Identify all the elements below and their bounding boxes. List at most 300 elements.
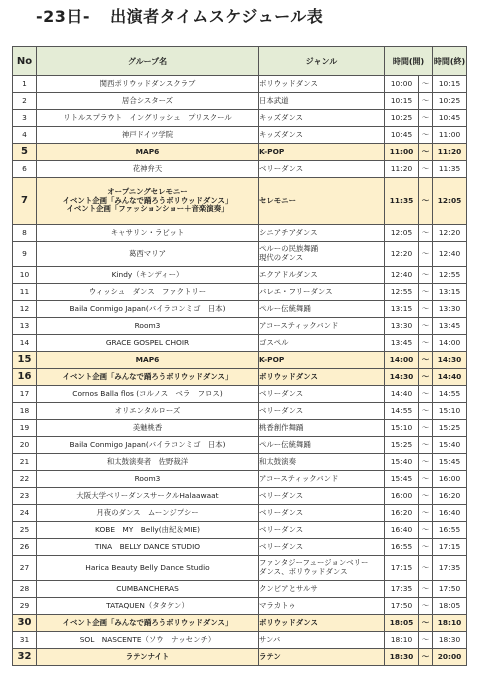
table-row	[13, 178, 467, 225]
end-time-text: 16:40	[438, 507, 461, 517]
row-number-text: 11	[19, 286, 30, 296]
group-name-text: 大阪大学ベリーダンスサークルHalaawaat	[76, 490, 219, 500]
genre-text: ゴスペル	[259, 337, 289, 347]
group-name-text: イベント企画「ファッションショー＋音楽演奏」	[66, 204, 229, 214]
genre-text: 桃香創作舞踊	[259, 422, 304, 432]
genre	[259, 369, 385, 386]
group-name	[37, 178, 259, 225]
time-separator-text: ～	[421, 524, 430, 534]
genre-text: ベリーダンス	[259, 388, 304, 398]
end-time	[433, 386, 467, 403]
end-time	[433, 403, 467, 420]
group-name	[37, 522, 259, 539]
time-separator-text: ～	[421, 473, 430, 483]
start-time-text: 12:05	[390, 227, 413, 237]
table-row	[13, 632, 467, 649]
group-name	[37, 267, 259, 284]
end-time-text: 14:40	[437, 371, 462, 381]
group-name-text: GRACE GOSPEL CHOIR	[105, 337, 190, 347]
genre-text: セレモニー	[259, 195, 296, 205]
time-separator	[419, 318, 433, 335]
group-name	[37, 454, 259, 471]
group-name-text: イベント企画「みんなで踊ろうボリウッドダンス」	[62, 371, 233, 381]
end-time-text: 11:00	[438, 129, 461, 139]
row-number	[13, 301, 37, 318]
end-time	[433, 505, 467, 522]
row-number-text: 10	[19, 269, 30, 279]
col-no-header: No	[13, 47, 37, 76]
table-row	[13, 225, 467, 242]
genre-text: ファンタジーフュージョンベリー	[259, 558, 369, 568]
start-time	[385, 352, 419, 369]
genre-text: クンビアとサルサ	[259, 583, 318, 593]
row-number-text: 9	[22, 248, 27, 258]
genre	[259, 110, 385, 127]
end-time	[433, 93, 467, 110]
time-separator	[419, 267, 433, 284]
genre	[259, 632, 385, 649]
time-separator-text: ～	[421, 388, 430, 398]
end-time	[433, 352, 467, 369]
row-number-text: 2	[22, 95, 27, 105]
genre	[259, 522, 385, 539]
time-separator	[419, 161, 433, 178]
table-row	[13, 403, 467, 420]
genre	[259, 335, 385, 352]
end-time	[433, 556, 467, 581]
start-time-text: 17:50	[390, 600, 413, 610]
table-row	[13, 420, 467, 437]
row-number	[13, 352, 37, 369]
table-row	[13, 318, 467, 335]
start-time-text: 17:15	[390, 562, 413, 572]
genre-text: キッズダンス	[259, 129, 304, 139]
genre	[259, 649, 385, 666]
time-separator	[419, 471, 433, 488]
start-time	[385, 369, 419, 386]
end-time-text: 18:30	[438, 634, 461, 644]
row-number-text: 17	[19, 388, 30, 398]
genre	[259, 556, 385, 581]
row-number-text: 1	[22, 78, 27, 88]
time-separator-text: ～	[421, 490, 430, 500]
start-time-text: 15:40	[390, 456, 413, 466]
time-separator	[419, 556, 433, 581]
group-name	[37, 335, 259, 352]
start-time	[385, 335, 419, 352]
time-separator	[419, 403, 433, 420]
group-name	[37, 127, 259, 144]
time-separator	[419, 437, 433, 454]
group-name	[37, 318, 259, 335]
row-number	[13, 161, 37, 178]
row-number	[13, 632, 37, 649]
end-time	[433, 471, 467, 488]
row-number	[13, 539, 37, 556]
start-time	[385, 161, 419, 178]
row-number-text: 21	[19, 456, 30, 466]
genre	[259, 178, 385, 225]
group-name-text: イベント企画「みんなで踊ろうボリウッドダンス」	[62, 195, 233, 205]
row-number-text: 28	[19, 583, 30, 593]
table-row	[13, 335, 467, 352]
genre	[259, 471, 385, 488]
genre	[259, 76, 385, 93]
end-time-text: 20:00	[437, 651, 462, 661]
row-number-text: 23	[19, 490, 30, 500]
group-name	[37, 581, 259, 598]
time-separator-text: ～	[421, 422, 430, 432]
row-number-text: 25	[19, 524, 30, 534]
end-time-text: 17:50	[438, 583, 461, 593]
time-separator	[419, 144, 433, 161]
start-time-text: 15:10	[390, 422, 413, 432]
start-time	[385, 505, 419, 522]
start-time	[385, 556, 419, 581]
genre-text: エクアドルダンス	[259, 269, 318, 279]
time-separator	[419, 301, 433, 318]
time-separator-text: ～	[421, 456, 430, 466]
col-genre-header: ジャンル	[259, 47, 385, 76]
row-number-text: 13	[19, 320, 30, 330]
group-name	[37, 488, 259, 505]
start-time	[385, 386, 419, 403]
end-time	[433, 615, 467, 632]
row-number	[13, 76, 37, 93]
table-row	[13, 488, 467, 505]
group-name-text: Baila Conmigo Japan(バイラコンミゴ 日本)	[69, 303, 226, 313]
group-name-text: ラテンナイト	[125, 651, 170, 661]
start-time-text: 15:45	[390, 473, 413, 483]
group-name-text: Harica Beauty Belly Dance Studio	[85, 562, 210, 572]
row-number	[13, 420, 37, 437]
end-time-text: 11:35	[438, 163, 461, 173]
end-time	[433, 632, 467, 649]
start-time-text: 16:20	[390, 507, 413, 517]
end-time	[433, 127, 467, 144]
table-row	[13, 110, 467, 127]
start-time	[385, 301, 419, 318]
start-time-text: 18:05	[389, 617, 414, 627]
genre-text: ベリーダンス	[259, 490, 304, 500]
genre	[259, 225, 385, 242]
end-time-text: 16:00	[438, 473, 461, 483]
row-number-text: 7	[21, 194, 28, 206]
group-name	[37, 369, 259, 386]
time-separator-text: ～	[421, 129, 430, 139]
group-name-text: 関西ポリウッドダンスクラブ	[99, 78, 196, 88]
group-name-text: ウィッシュ ダンス ファクトリー	[88, 286, 207, 296]
table-row	[13, 76, 467, 93]
row-number-text: 30	[17, 616, 32, 628]
time-separator	[419, 178, 433, 225]
row-number	[13, 581, 37, 598]
group-name-text: キャサリン・ラビット	[110, 227, 185, 237]
group-name-text: TINA BELLY DANCE STUDIO	[94, 541, 201, 551]
genre-text: ボリウッドダンス	[259, 617, 318, 627]
genre-text: サンバ	[259, 634, 281, 644]
row-number	[13, 522, 37, 539]
group-name	[37, 471, 259, 488]
table-row	[13, 581, 467, 598]
time-separator	[419, 386, 433, 403]
time-separator-text: ～	[421, 227, 430, 237]
group-name	[37, 632, 259, 649]
time-separator	[419, 110, 433, 127]
start-time	[385, 488, 419, 505]
start-time-text: 18:30	[389, 651, 414, 661]
genre-text: K-POP	[259, 146, 285, 156]
table-row	[13, 242, 467, 267]
end-time	[433, 110, 467, 127]
row-number-text: 4	[22, 129, 27, 139]
table-row	[13, 437, 467, 454]
time-separator	[419, 420, 433, 437]
genre-text: 日本武道	[259, 95, 289, 105]
group-name	[37, 649, 259, 666]
genre	[259, 161, 385, 178]
group-name-text: Room3	[134, 320, 161, 330]
time-separator	[419, 632, 433, 649]
time-separator-text: ～	[421, 600, 430, 610]
group-name-text: TATAQUEN（タタケン）	[106, 600, 189, 610]
genre-text: バレエ・フリーダンス	[259, 286, 333, 296]
end-time	[433, 581, 467, 598]
time-separator	[419, 369, 433, 386]
group-name	[37, 76, 259, 93]
end-time-text: 15:45	[438, 456, 461, 466]
table-row	[13, 352, 467, 369]
genre	[259, 488, 385, 505]
genre-text: ダンス、ボリウッドダンス	[259, 567, 348, 576]
time-separator-text: ～	[421, 371, 430, 381]
time-separator	[419, 615, 433, 632]
genre-text: K-POP	[259, 354, 285, 364]
row-number-text: 14	[19, 337, 30, 347]
group-name-text: オープニングセレモニー	[107, 187, 188, 197]
start-time-text: 12:40	[390, 269, 413, 279]
time-separator	[419, 284, 433, 301]
row-number	[13, 225, 37, 242]
genre	[259, 454, 385, 471]
genre	[259, 437, 385, 454]
end-time-text: 10:25	[438, 95, 461, 105]
group-name	[37, 301, 259, 318]
group-name	[37, 598, 259, 615]
start-time	[385, 581, 419, 598]
schedule-title: 出演者タイムスケジュール表	[110, 7, 324, 26]
start-time-text: 14:30	[389, 371, 414, 381]
start-time	[385, 403, 419, 420]
time-separator-text: ～	[421, 248, 430, 258]
row-number	[13, 335, 37, 352]
genre-text: シニアチアダンス	[259, 227, 318, 237]
end-time	[433, 598, 467, 615]
row-number	[13, 454, 37, 471]
genre-text: ボリウッドダンス	[259, 371, 318, 381]
group-name-text: 月夜のダンス ムーンジプシー	[96, 507, 199, 517]
time-separator-text: ～	[421, 112, 430, 122]
table-row	[13, 556, 467, 581]
day-label: -23日-	[36, 7, 91, 26]
time-separator-text: ～	[421, 163, 430, 173]
group-name	[37, 386, 259, 403]
start-time	[385, 454, 419, 471]
start-time	[385, 598, 419, 615]
time-separator-text: ～	[421, 269, 430, 279]
time-separator-text: ～	[421, 146, 430, 156]
start-time-text: 10:00	[390, 78, 413, 88]
group-name-text: 花神弁天	[132, 163, 163, 173]
end-time-text: 13:30	[438, 303, 461, 313]
start-time-text: 10:45	[390, 129, 413, 139]
end-time-text: 14:00	[438, 337, 461, 347]
start-time-text: 12:55	[390, 286, 413, 296]
end-time-text: 12:40	[438, 248, 461, 258]
genre-text: ベリーダンス	[259, 524, 304, 534]
start-time-text: 14:55	[390, 405, 413, 415]
genre-text: ベリーダンス	[259, 405, 304, 415]
time-separator	[419, 335, 433, 352]
time-separator-text: ～	[421, 634, 430, 644]
genre-text: 現代のダンス	[259, 253, 304, 262]
time-separator-text: ～	[421, 195, 430, 205]
genre	[259, 242, 385, 267]
start-time	[385, 225, 419, 242]
group-name-text: 美魅桃香	[132, 422, 163, 432]
table-row	[13, 127, 467, 144]
group-name	[37, 110, 259, 127]
start-time	[385, 632, 419, 649]
table-row	[13, 386, 467, 403]
group-name	[37, 93, 259, 110]
start-time	[385, 615, 419, 632]
end-time-text: 18:10	[437, 617, 462, 627]
genre-text: マラカトゥ	[259, 600, 296, 610]
end-time-text: 12:55	[438, 269, 461, 279]
group-name-text: KOBE MY Belly(由紀＆MIE)	[95, 524, 200, 534]
row-number	[13, 318, 37, 335]
end-time-text: 15:10	[438, 405, 461, 415]
end-time	[433, 144, 467, 161]
end-time	[433, 488, 467, 505]
end-time-text: 17:15	[438, 541, 461, 551]
table-row	[13, 267, 467, 284]
time-separator-text: ～	[421, 507, 430, 517]
end-time	[433, 369, 467, 386]
row-number	[13, 127, 37, 144]
row-number	[13, 386, 37, 403]
end-time-text: 18:05	[438, 600, 461, 610]
group-name-text: リトルスプラウト イングリッシュ プリスクール	[63, 112, 232, 122]
row-number	[13, 437, 37, 454]
genre-text: アコースティックバンド	[259, 320, 339, 330]
genre-text: ベリーダンス	[259, 507, 304, 517]
end-time	[433, 242, 467, 267]
genre-text: ペルー伝統舞踊	[259, 303, 311, 313]
group-name	[37, 615, 259, 632]
row-number	[13, 488, 37, 505]
genre	[259, 284, 385, 301]
row-number-text: 24	[19, 507, 30, 517]
row-number	[13, 242, 37, 267]
row-number-text: 5	[21, 145, 28, 157]
group-name-text: Baila Conmigo Japan(バイラコンミゴ 日本)	[69, 439, 226, 449]
genre	[259, 267, 385, 284]
genre-text: ペルー伝統舞踊	[259, 439, 311, 449]
group-name-text: MAP6	[135, 146, 160, 156]
end-time	[433, 437, 467, 454]
row-number-text: 12	[19, 303, 30, 313]
end-time-text: 13:15	[438, 286, 461, 296]
end-time	[433, 161, 467, 178]
group-name	[37, 420, 259, 437]
start-time-text: 14:00	[389, 354, 414, 364]
group-name	[37, 242, 259, 267]
genre	[259, 505, 385, 522]
group-name	[37, 539, 259, 556]
group-name	[37, 144, 259, 161]
row-number-text: 16	[17, 370, 32, 382]
time-separator-text: ～	[421, 95, 430, 105]
time-separator-text: ～	[421, 337, 430, 347]
start-time	[385, 437, 419, 454]
genre-text: ベリーダンス	[259, 541, 304, 551]
time-separator	[419, 598, 433, 615]
table-header-row	[13, 47, 467, 76]
group-name	[37, 556, 259, 581]
row-number-text: 18	[19, 405, 30, 415]
group-name-text: オリエンタルローズ	[114, 405, 181, 415]
group-name	[37, 352, 259, 369]
genre	[259, 301, 385, 318]
end-time	[433, 335, 467, 352]
end-time-text: 17:35	[438, 562, 461, 572]
start-time	[385, 649, 419, 666]
start-time	[385, 242, 419, 267]
group-name-text: Room3	[134, 473, 161, 483]
end-time-text: 14:55	[438, 388, 461, 398]
time-separator-text: ～	[421, 354, 430, 364]
time-separator-text: ～	[421, 303, 430, 313]
start-time	[385, 284, 419, 301]
row-number-text: 27	[19, 562, 30, 572]
table-row	[13, 615, 467, 632]
start-time	[385, 93, 419, 110]
time-separator	[419, 93, 433, 110]
row-number-text: 22	[19, 473, 30, 483]
group-name-text: CUMBANCHERAS	[116, 583, 179, 593]
start-time-text: 16:40	[390, 524, 413, 534]
col-group-header: グループ名	[37, 47, 259, 76]
start-time	[385, 127, 419, 144]
end-time-text: 15:25	[438, 422, 461, 432]
table-row	[13, 161, 467, 178]
start-time-text: 11:20	[390, 163, 413, 173]
end-time	[433, 267, 467, 284]
genre	[259, 598, 385, 615]
row-number	[13, 556, 37, 581]
group-name	[37, 403, 259, 420]
end-time-text: 14:30	[437, 354, 462, 364]
time-separator	[419, 127, 433, 144]
end-time	[433, 420, 467, 437]
genre	[259, 539, 385, 556]
schedule-table	[12, 46, 467, 666]
group-name-text: Cornos Balla flos (コルノス ベラ フロス)	[72, 388, 223, 398]
group-name	[37, 505, 259, 522]
end-time	[433, 76, 467, 93]
